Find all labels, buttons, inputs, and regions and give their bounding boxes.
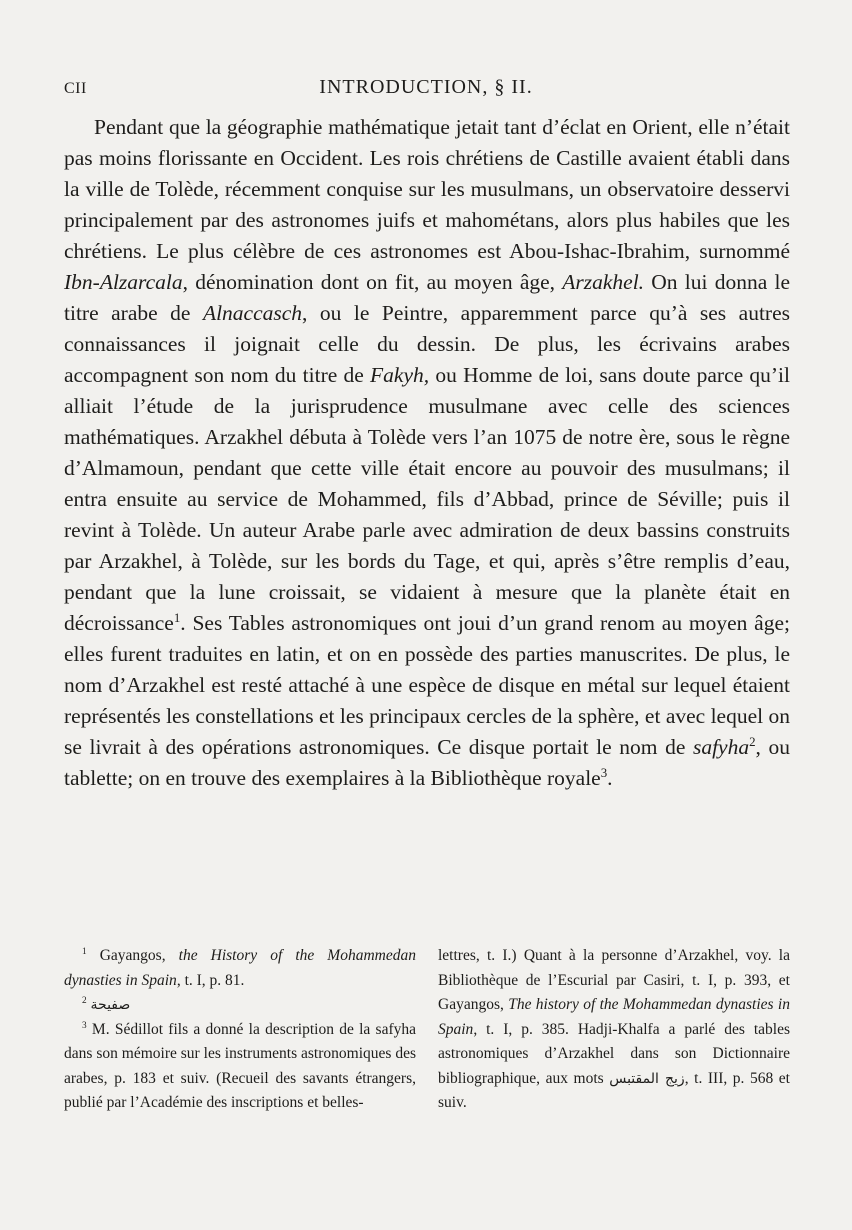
footnote-3 <box>64 1018 416 1116</box>
text-run: , ou tablette; on en trouve des exemplaires à la Bibliothèque royale <box>64 735 791 790</box>
italic-name-arzakhel: Arzakhel. <box>562 270 645 294</box>
footnote-italic-title: the History of the Mohammedan dynasties in Spain <box>64 947 416 989</box>
footnotes <box>64 944 790 1116</box>
footnote-text: Gayangos, <box>86 947 179 964</box>
text-run: , ou le Peintre, apparemment parce qu’à ses autres connaissances il joignait celle du dessin. De plus, les écrivains arabes accompagnent son nom du titre de <box>64 301 790 387</box>
running-head: INTRODUCTION, § II. <box>319 76 533 98</box>
page-folio: CII <box>64 80 87 97</box>
footnote-ref-1: 1 <box>173 610 181 625</box>
text-run: ou Homme de loi, sans doute parce qu’il alliait l’étude de la jurisprudence musulmane avec celle des sciences mathématiques. Arzakhel débuta à Tolède vers l’an 1075 de notre ère, sous le règne d’Almamoun, pendant que cette ville était encore au pouvoir des musulmans; il entra ensuite au service de Mohammed, fils d’Abbad, prince de Séville; puis il revint à Tolède. Un auteur Arabe parle avec admiration de deux bassins construits par Arzakhel, à Tolède, sur les bords du Tage, et qui, après s’être remplis d’eau, pendant que la lune croissait, se vidaient à mesure que la planète était en décroissance <box>64 363 790 635</box>
italic-term-fakyh: Fakyh, <box>370 363 430 387</box>
footnote-2 <box>64 993 416 1018</box>
text-run: , dénomination dont on fit, au moyen âge, <box>182 270 563 294</box>
text-run: Pendant que la géographie mathématique jetait tant d’éclat en Orient, elle n’était pas moins florissante en Occident. Les rois chrétiens de Castille avaient établi dans la ville de Tolède, récemment conquise sur les musulmans, un observatoire desservi principalement par des astronomes juifs et mahométans, alors plus habiles que les chrétiens. Le plus célèbre de ces astronomes est Abou-Ishac-Ibrahim, surnommé <box>64 115 790 263</box>
footnote-text: , t. I, p. 385. Hadji-Khalfa a parlé des tables astronomiques d’Arzakhel dans son Dictionnaire bibliographique, aux mots <box>438 1020 790 1087</box>
text-run: . <box>607 766 613 790</box>
footnote-ref-3: 3 <box>600 765 608 780</box>
footnote-text: , t. I, p. 81. <box>176 971 245 989</box>
footnote-text: M. Sédillot fils a donné la description de la safyha dans son mémoire sur les instruments astronomiques des arabes, p. 183 et suiv. (Recueil des savants étrangers, publié par l’Académie des inscriptions et belles- <box>64 1020 416 1111</box>
footnote-arabic-word: صفيحة <box>90 997 131 1013</box>
text-run: On lui donna le titre arabe de <box>64 270 790 325</box>
footnote-ref-2: 2 <box>749 734 756 749</box>
italic-term-safyha: safyha <box>692 735 750 759</box>
footnote-number: 3 <box>82 1020 87 1031</box>
main-paragraph <box>64 112 790 794</box>
footnote-arabic-word: زيج المقتبس <box>609 1070 685 1087</box>
footnote-text: , t. III, p. 568 et suiv. <box>438 1069 790 1111</box>
footnote-3-continued <box>438 944 790 1116</box>
footnote-italic-title: The history of the Mohammedan dynasties in Spain <box>438 996 790 1038</box>
footnote-number: 1 <box>82 946 87 957</box>
footnote-text: lettres, t. I.) Quant à la personne d’Arzakhel, voy. la Bibliothèque de l’Escurial par Casiri, t. I, p. 393, et Gayangos, <box>438 947 790 1013</box>
text-run: . Ses Tables astronomiques ont joui d’un grand renom au moyen âge; elles furent traduites en latin, et on en possède des parties manuscrites. De plus, le nom d’Arzakhel est resté attaché à une espèce de disque en métal sur lequel étaient représentés les constellations et les principaux cercles de la sphère, et avec lequel on se livrait à des opérations astronomiques. Ce disque portait le nom de <box>64 611 790 759</box>
italic-name-alnaccasch: Alnaccasch <box>202 301 303 325</box>
footnote-1 <box>64 944 416 993</box>
italic-name-ibn-alzarcala: Ibn-Alzarcala <box>64 270 183 294</box>
footnote-number: 2 <box>82 995 87 1006</box>
footnote-column-left <box>64 944 416 1116</box>
footnote-column-right <box>438 944 790 1116</box>
